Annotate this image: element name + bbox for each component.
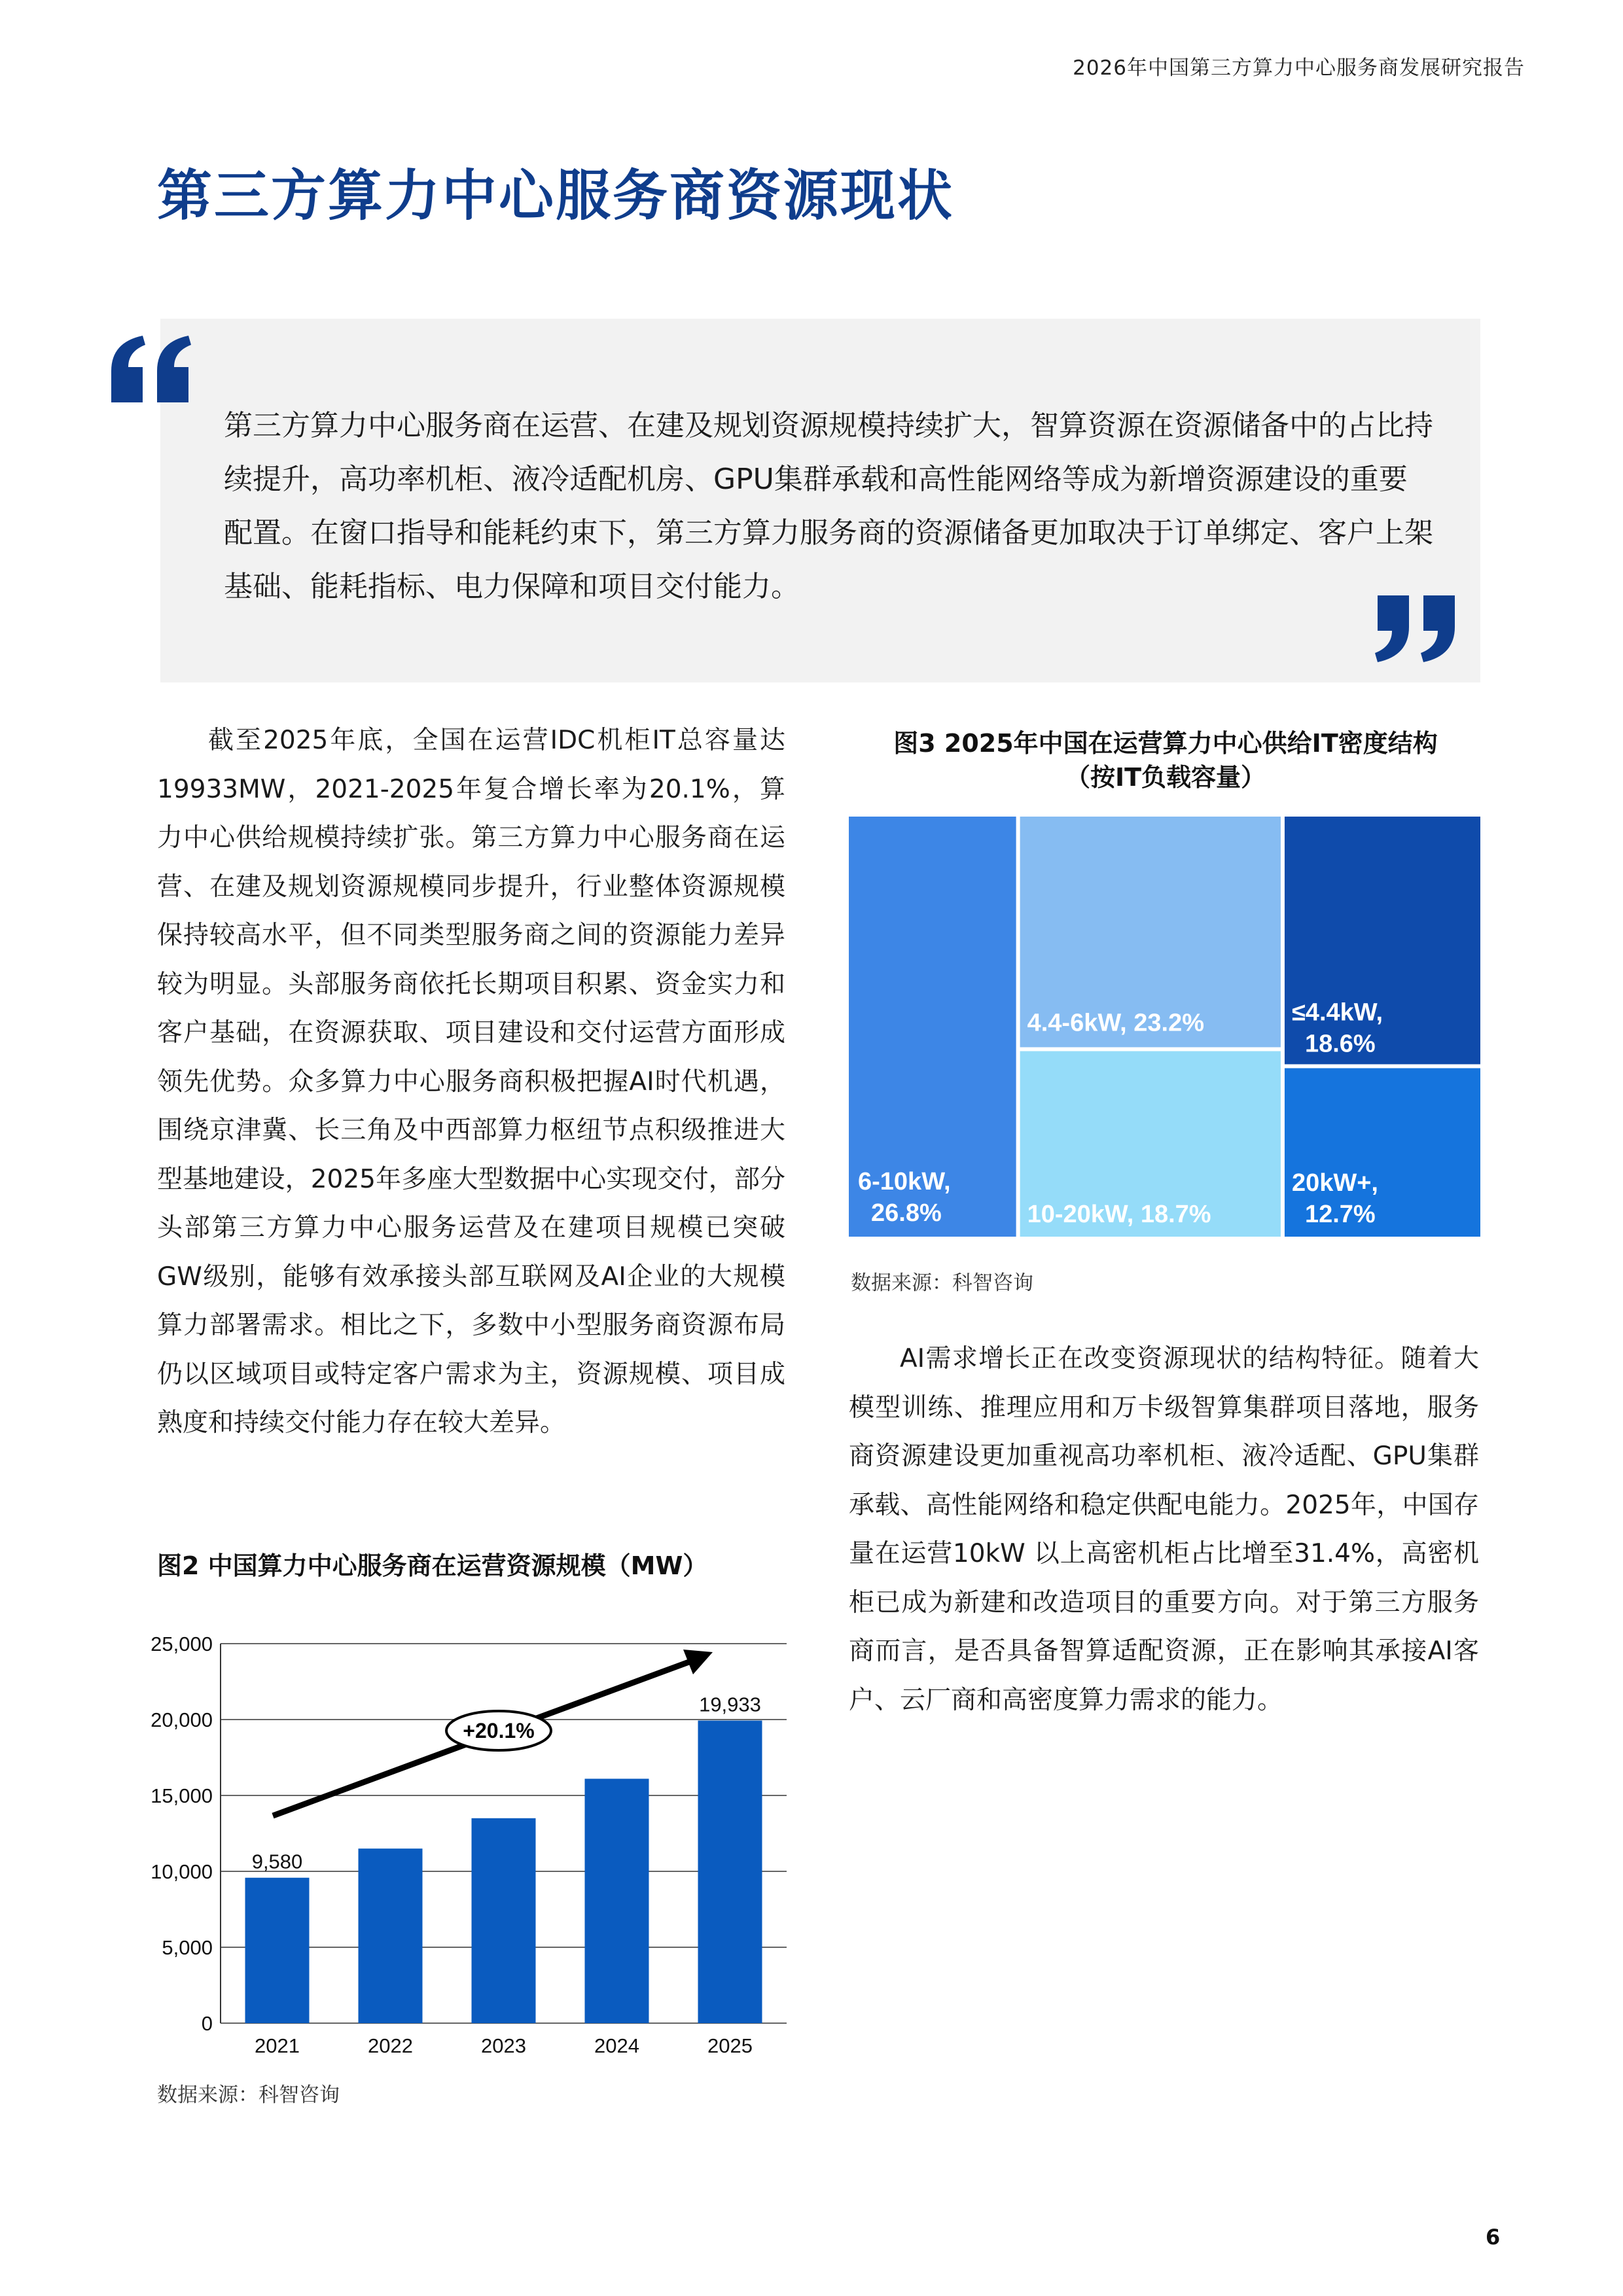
page-title: 第三方算力中心服务商资源现状 bbox=[157, 164, 955, 228]
figure2-bar-chart bbox=[124, 1610, 805, 2068]
data-label: 9,580 bbox=[251, 1850, 303, 1873]
figure3-title-line2: （按IT负载容量） bbox=[1065, 763, 1266, 792]
figure3-source: 数据来源：科智咨询 bbox=[851, 1271, 1033, 1295]
treemap-label: 20kW+, bbox=[1291, 1169, 1378, 1197]
figure2-source: 数据来源：科智咨询 bbox=[157, 2083, 340, 2107]
treemap-label: 10-20kW, 18.7% bbox=[1027, 1201, 1211, 1228]
figure3-title bbox=[851, 726, 1480, 794]
treemap-label: 4.4-6kW, 23.2% bbox=[1027, 1009, 1205, 1037]
x-tick-label: 2022 bbox=[368, 2034, 413, 2057]
x-tick-label: 2024 bbox=[594, 2034, 639, 2057]
body-paragraph-left: 截至2025年底，全国在运营IDC机柜IT总容量达19933MW，2021-2025年复合增长率为20.1%，算力中心供给规模持续扩张。第三方算力中心服务商在运营、在建及规划资源规模同步提升，行业整体资源规模保持较高水平，但不同类型服务商之间的资源能力差异较为明显。头部服务商依托长期项目积累、资金实力和客户基础，在资源获取、项目建设和交付运营方面形成领先优势。众多算力中心服务商积极把握AI时代机遇，围绕京津冀、长三角及中西部算力枢纽节点积级推进大型基地建设，2025年多座大型数据中心实现交付，部分头部第三方算力中心服务运营及在建项目规模已突破GW级别，能够有效承接头部互联网及AI企业的大规模算力部署需求。相比之下，多数中小型服务商资源布局仍以区域项目或特定客户需求为主，资源规模、项目成熟度和持续交付能力存在较大差异。 bbox=[157, 726, 785, 1438]
data-label: 19,933 bbox=[699, 1693, 761, 1716]
x-tick-label: 2025 bbox=[707, 2034, 753, 2057]
y-tick-label: 0 bbox=[201, 2012, 213, 2035]
y-tick-label: 15,000 bbox=[151, 1784, 213, 1807]
treemap-value-label: 18.6% bbox=[1304, 1030, 1376, 1058]
y-tick-label: 20,000 bbox=[151, 1708, 213, 1731]
y-tick-label: 25,000 bbox=[151, 1633, 213, 1655]
treemap-value-label: 12.7% bbox=[1304, 1201, 1376, 1228]
open-quote-icon bbox=[105, 330, 203, 409]
cagr-label: +20.1% bbox=[463, 1719, 535, 1742]
bar-2021 bbox=[245, 1878, 310, 2023]
x-tick-label: 2023 bbox=[481, 2034, 526, 2057]
figure3-title-line1: 图3 2025年中国在运营算力中心供给IT密度结构 bbox=[893, 729, 1438, 758]
body-paragraph-right: AI需求增长正在改变资源现状的结构特征。随着大模型训练、推理应用和万卡级智算集群项目落地，服务商资源建设更加重视高功率机柜、液冷适配、GPU集群承载、高性能网络和稳定供配电能力。2025年，中国存量在运营10kW 以上高密机柜占比增至31.4%，高密机柜已成为新建和改造项目的重要方向。对于第三方服务商而言，是否具备智算适配资源，正在影响其承接AI客户、云厂商和高密度算力需求的能力。 bbox=[849, 1344, 1479, 1715]
figure2-title: 图2 中国算力中心服务商在运营资源规模（MW） bbox=[157, 1551, 708, 1580]
y-tick-label: 10,000 bbox=[151, 1860, 213, 1883]
close-quote-icon bbox=[1364, 589, 1463, 667]
treemap-cell bbox=[1285, 817, 1480, 1065]
figure3-treemap bbox=[849, 817, 1480, 1237]
bar-2023 bbox=[472, 1818, 536, 2023]
bar-2022 bbox=[359, 1848, 423, 2023]
bar-2024 bbox=[585, 1778, 649, 2023]
bar-2025 bbox=[698, 1721, 762, 2023]
x-tick-label: 2021 bbox=[255, 2034, 300, 2057]
treemap-label: ≤4.4kW, bbox=[1291, 998, 1383, 1027]
treemap-value-label: 26.8% bbox=[871, 1199, 942, 1227]
report-header: 2026年中国第三方算力中心服务商发展研究报告 bbox=[1073, 56, 1525, 80]
treemap-label: 6-10kW, bbox=[858, 1168, 951, 1195]
page-number: 6 bbox=[1486, 2225, 1501, 2250]
quote-text: 第三方算力中心服务商在运营、在建及规划资源规模持续扩大，智算资源在资源储备中的占比持续提升，高功率机柜、液冷适配机房、GPU集群承载和高性能网络等成为新增资源建设的重要配置。在窗口指导和能耗约束下，第三方算力服务商的资源储备更加取决于订单绑定、客户上架基础、能耗指标、电力保障和项目交付能力。 bbox=[224, 409, 1433, 603]
y-tick-label: 5,000 bbox=[162, 1936, 213, 1959]
